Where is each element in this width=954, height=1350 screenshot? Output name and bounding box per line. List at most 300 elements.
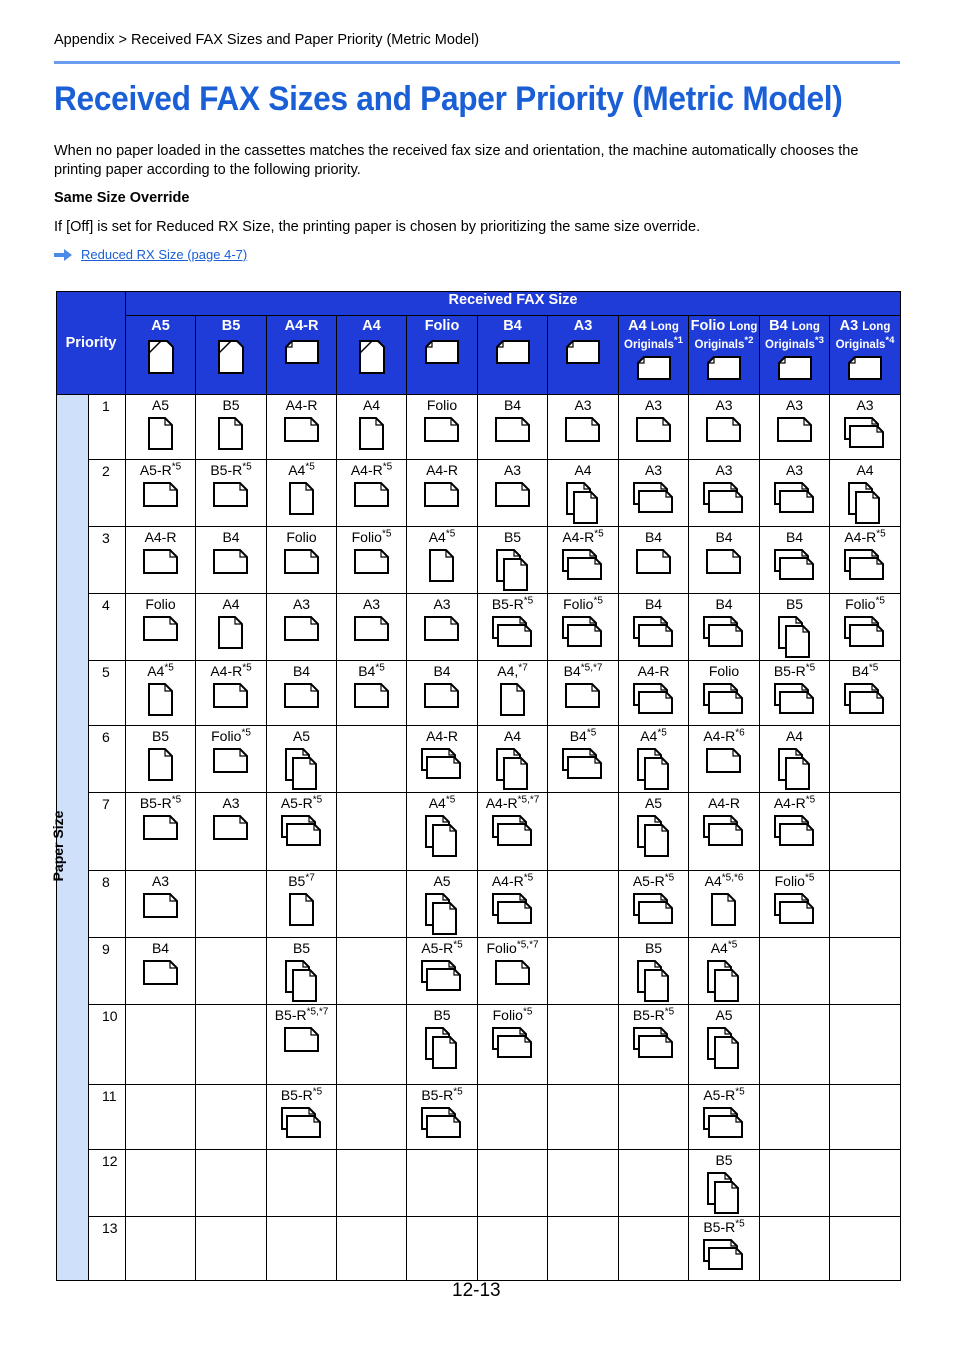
stacked-landscape-pages-icon — [703, 616, 745, 650]
stacked-portrait-pages-icon — [496, 748, 530, 792]
table-row — [57, 1085, 901, 1150]
stacked-landscape-pages-icon — [774, 482, 816, 516]
priority-table — [50, 291, 901, 1281]
paper-size-cell — [760, 1217, 830, 1281]
stacked-landscape-pages-icon — [281, 1107, 323, 1141]
paper-size-cell: B4 — [196, 527, 267, 594]
paper-size-cell — [126, 1005, 196, 1085]
paper-size-cell: A3 — [760, 460, 830, 527]
paper-size-cell: B4 — [267, 661, 337, 726]
landscape-page-icon — [213, 549, 249, 575]
paper-size-cell: A4$^{*5}$ — [619, 726, 689, 793]
fax-size-column-header: Folio Long Originals$^{*2}$ — [689, 316, 760, 395]
paper-size-cell: A4 — [760, 726, 830, 793]
priority-number: 9 — [89, 938, 126, 1005]
landscape-page-icon — [143, 549, 179, 575]
landscape-page-icon — [706, 748, 742, 774]
paper-size-cell — [619, 1085, 689, 1150]
paper-size-cell: Folio$^{*5}$ — [760, 871, 830, 938]
stacked-landscape-pages-icon — [633, 683, 675, 717]
paper-size-cell: B4 — [760, 527, 830, 594]
paper-size-cell — [196, 871, 267, 938]
paper-size-cell: Folio$^{*5}$ — [337, 527, 407, 594]
paper-size-cell: Folio — [407, 395, 478, 460]
priority-number: 3 — [89, 527, 126, 594]
paper-size-cell — [548, 1005, 619, 1085]
paper-size-cell — [548, 1150, 619, 1217]
paper-size-cell: A4$^{*5}$ — [126, 661, 196, 726]
paper-size-cell: A3 — [760, 395, 830, 460]
paper-size-cell: A3 — [478, 460, 548, 527]
paper-size-cell — [407, 1217, 478, 1281]
paper-size-cell: $B5-R^{*5,*7}$ — [267, 1005, 337, 1085]
paper-size-cell: $B5-R^{*5}$ — [478, 594, 548, 661]
paper-size-cell: A4-R — [619, 661, 689, 726]
reduced-rx-size-link[interactable]: Reduced RX Size (page 4-7) — [81, 247, 248, 262]
priority-number: 5 — [89, 661, 126, 726]
landscape-page-icon — [636, 355, 672, 381]
paper-size-cell: A4 — [830, 460, 901, 527]
priority-number: 1 — [89, 395, 126, 460]
portrait-page-icon — [711, 893, 737, 927]
paper-size-cell — [548, 793, 619, 871]
stacked-portrait-pages-icon — [637, 748, 671, 792]
paper-size-cell — [548, 871, 619, 938]
table-row — [57, 661, 901, 726]
fax-size-column-header: Folio — [407, 316, 478, 395]
paper-size-cell — [337, 726, 407, 793]
reference-link-row — [54, 247, 247, 262]
fax-size-column-header: A3 Long Originals$^{*4}$ — [830, 316, 901, 395]
landscape-page-icon — [354, 616, 390, 642]
stacked-landscape-pages-icon — [562, 549, 604, 583]
stacked-landscape-pages-icon — [562, 748, 604, 782]
paper-size-cell: B4 — [407, 661, 478, 726]
paper-size-cell: A3 — [196, 793, 267, 871]
landscape-page-icon — [565, 417, 601, 443]
paper-size-cell: B4$^{*5}$ — [830, 661, 901, 726]
paper-size-cell — [337, 1085, 407, 1150]
landscape-page-icon — [354, 482, 390, 508]
paper-size-cell: $A5-R^{*5}$ — [689, 1085, 760, 1150]
paper-size-cell: A3 — [619, 460, 689, 527]
landscape-page-icon — [354, 683, 390, 709]
paper-size-cell — [337, 793, 407, 871]
table-row — [57, 793, 901, 871]
paper-size-cell: B4 — [689, 594, 760, 661]
breadcrumb: Appendix > Received FAX Sizes and Paper Priority (Metric Model) — [54, 32, 480, 48]
landscape-page-icon — [706, 355, 742, 381]
intro-paragraph: When no paper loaded in the cassettes matches the received fax size and orientation, the machine automatically chooses the printing paper according to the following priority. — [54, 143, 859, 178]
paper-size-cell: A3 — [337, 594, 407, 661]
stacked-landscape-pages-icon — [633, 482, 675, 516]
landscape-page-icon — [495, 960, 531, 986]
landscape-page-icon — [213, 683, 249, 709]
stacked-portrait-pages-icon — [707, 1172, 741, 1216]
landscape-page-icon — [284, 417, 320, 443]
landscape-page-icon — [213, 482, 249, 508]
paper-size-cell: Folio$^{*5}$ — [830, 594, 901, 661]
paper-size-cell: $A5-R^{*5}$ — [126, 460, 196, 527]
stacked-landscape-pages-icon — [703, 1107, 745, 1141]
table-row — [57, 594, 901, 661]
stacked-landscape-pages-icon — [492, 1027, 534, 1061]
paper-size-cell — [478, 1150, 548, 1217]
portrait-page-icon — [429, 549, 455, 583]
paper-size-cell — [337, 871, 407, 938]
priority-number: 10 — [89, 1005, 126, 1085]
stacked-portrait-pages-icon — [637, 960, 671, 1004]
paper-size-cell: $A4-R^{*5}$ — [196, 661, 267, 726]
stacked-portrait-pages-icon — [848, 482, 882, 526]
fax-size-column-header: A4 Long Originals$^{*1}$ — [619, 316, 689, 395]
landscape-page-icon — [847, 355, 883, 381]
priority-number: 7 — [89, 793, 126, 871]
paper-size-cell: $A4-R^{*5}$ — [337, 460, 407, 527]
landscape-page-icon — [565, 339, 601, 365]
paper-size-cell: Folio$^{*5}$ — [196, 726, 267, 793]
landscape-page-icon — [284, 616, 320, 642]
table-row — [57, 938, 901, 1005]
paper-size-cell — [760, 1150, 830, 1217]
paper-size-cell: $A4-R^{*5}$ — [830, 527, 901, 594]
paper-size-cell: A4$^{*5}$ — [689, 938, 760, 1005]
fax-size-column-header: B4 — [478, 316, 548, 395]
stacked-landscape-pages-icon — [774, 815, 816, 849]
stacked-landscape-pages-icon — [703, 683, 745, 717]
paper-size-cell: $B5-R^{*5}$ — [619, 1005, 689, 1085]
fax-size-column-header: B5 — [196, 316, 267, 395]
portrait-page-icon — [148, 683, 174, 717]
paper-size-cell: Folio$^{*5,*7}$ — [478, 938, 548, 1005]
paper-size-cell: $B5-R^{*5}$ — [689, 1217, 760, 1281]
stacked-portrait-pages-icon — [285, 960, 319, 1004]
stacked-landscape-pages-icon — [774, 549, 816, 583]
landscape-page-icon — [636, 549, 672, 575]
received-fax-size-header: Received FAX Size — [126, 292, 901, 316]
paper-size-cell — [830, 726, 901, 793]
landscape-page-icon — [424, 417, 460, 443]
table-row — [57, 1150, 901, 1217]
paper-size-cell: $B4^{*5,*7}$ — [548, 661, 619, 726]
paper-size-cell: A5 — [267, 726, 337, 793]
portrait-page-icon — [359, 417, 385, 451]
stacked-landscape-pages-icon — [633, 1027, 675, 1061]
stacked-landscape-pages-icon — [633, 616, 675, 650]
paper-size-cell: B4 — [619, 594, 689, 661]
paper-size-cell — [478, 1217, 548, 1281]
paper-size-cell: B5 — [760, 594, 830, 661]
portrait-page-icon — [500, 683, 526, 717]
landscape-page-icon — [213, 748, 249, 774]
paper-size-cell: A3 — [126, 871, 196, 938]
stacked-portrait-pages-icon — [425, 1027, 459, 1071]
paper-size-cell — [196, 1005, 267, 1085]
paper-size-cell — [196, 1085, 267, 1150]
paper-size-cell: A5 — [126, 395, 196, 460]
stacked-landscape-pages-icon — [844, 549, 886, 583]
fax-size-column-header: B4 Long Originals$^{*3}$ — [760, 316, 830, 395]
stacked-landscape-pages-icon — [421, 748, 463, 782]
landscape-page-icon — [777, 417, 813, 443]
paper-size-cell: $A5-R^{*5}$ — [619, 871, 689, 938]
paper-size-cell: B5 — [619, 938, 689, 1005]
landscape-page-icon — [424, 482, 460, 508]
stacked-landscape-pages-icon — [703, 1239, 745, 1273]
stacked-portrait-pages-icon — [425, 815, 459, 859]
paper-size-cell — [830, 871, 901, 938]
paper-size-cell — [267, 1217, 337, 1281]
paper-size-cell: A4 — [548, 460, 619, 527]
landscape-page-icon — [636, 417, 672, 443]
paper-size-cell: B5$^{*7}$ — [267, 871, 337, 938]
paper-size-cell: A5 — [407, 871, 478, 938]
stacked-portrait-pages-icon — [778, 616, 812, 660]
paper-size-cell: A4$^{*5}$ — [407, 793, 478, 871]
paper-size-cell: A4$^{*5}$ — [407, 527, 478, 594]
fax-size-column-header: A4 — [337, 316, 407, 395]
paper-size-cell: Folio — [126, 594, 196, 661]
paper-size-cell — [196, 1217, 267, 1281]
paper-size-cell — [478, 1085, 548, 1150]
stacked-landscape-pages-icon — [703, 482, 745, 516]
paper-size-cell: A4$^{*5}$ — [267, 460, 337, 527]
table-row — [57, 1217, 901, 1281]
section-subheading: Same Size Override — [54, 190, 190, 206]
stacked-landscape-pages-icon — [562, 616, 604, 650]
stacked-landscape-pages-icon — [774, 683, 816, 717]
portrait-page-icon — [217, 339, 245, 375]
portrait-page-icon — [218, 417, 244, 451]
landscape-page-icon — [284, 683, 320, 709]
paper-size-cell: $A4-R^{*5}$ — [760, 793, 830, 871]
paper-size-cell: A3 — [407, 594, 478, 661]
paper-size-cell: $B5-R^{*5}$ — [760, 661, 830, 726]
table-row — [57, 527, 901, 594]
paper-size-cell: A4-R — [407, 726, 478, 793]
stacked-portrait-pages-icon — [778, 748, 812, 792]
paper-size-cell: A4 — [196, 594, 267, 661]
stacked-landscape-pages-icon — [774, 893, 816, 927]
landscape-page-icon — [213, 815, 249, 841]
paper-size-cell: Folio — [267, 527, 337, 594]
landscape-page-icon — [354, 549, 390, 575]
paper-size-cell — [196, 1150, 267, 1217]
table-row — [57, 460, 901, 527]
paper-size-cell: B4 — [126, 938, 196, 1005]
paper-size-cell: Folio — [689, 661, 760, 726]
paper-size-cell — [407, 1150, 478, 1217]
landscape-page-icon — [143, 616, 179, 642]
paper-size-cell: $B5-R^{*5}$ — [267, 1085, 337, 1150]
paper-size-cell: $B5-R^{*5}$ — [126, 793, 196, 871]
paper-size-cell: A4-R — [407, 460, 478, 527]
paper-size-cell: B5 — [478, 527, 548, 594]
stacked-portrait-pages-icon — [707, 960, 741, 1004]
paper-size-cell — [126, 1085, 196, 1150]
paper-size-cell: A4,$^{*7}$ — [478, 661, 548, 726]
paper-size-cell — [548, 1217, 619, 1281]
paper-size-cell — [196, 938, 267, 1005]
paper-size-cell — [126, 1150, 196, 1217]
paper-size-cell — [337, 1150, 407, 1217]
paper-size-cell: A4 — [478, 726, 548, 793]
landscape-page-icon — [143, 960, 179, 986]
stacked-landscape-pages-icon — [633, 893, 675, 927]
stacked-landscape-pages-icon — [281, 815, 323, 849]
paper-size-cell: $B5-R^{*5}$ — [196, 460, 267, 527]
paper-size-cell: A3 — [689, 460, 760, 527]
stacked-landscape-pages-icon — [421, 1107, 463, 1141]
portrait-page-icon — [289, 482, 315, 516]
stacked-portrait-pages-icon — [707, 1027, 741, 1071]
paper-size-cell: A5 — [689, 1005, 760, 1085]
paper-size-cell: A3 — [830, 395, 901, 460]
paper-size-cell: $A5-R^{*5}$ — [407, 938, 478, 1005]
landscape-page-icon — [143, 893, 179, 919]
table-row — [57, 726, 901, 793]
paper-size-cell: $A4-R^{*6}$ — [689, 726, 760, 793]
landscape-page-icon — [424, 339, 460, 365]
stacked-landscape-pages-icon — [703, 815, 745, 849]
priority-number: 11 — [89, 1085, 126, 1150]
landscape-page-icon — [424, 616, 460, 642]
paper-size-cell — [337, 1005, 407, 1085]
priority-number: 13 — [89, 1217, 126, 1281]
landscape-page-icon — [495, 417, 531, 443]
landscape-page-icon — [424, 683, 460, 709]
stacked-landscape-pages-icon — [421, 960, 463, 994]
paper-size-cell: A5 — [619, 793, 689, 871]
paper-size-cell: B5 — [126, 726, 196, 793]
paper-size-cell — [830, 1150, 901, 1217]
paper-size-cell — [337, 1217, 407, 1281]
paper-size-cell — [830, 793, 901, 871]
landscape-page-icon — [143, 815, 179, 841]
table-row — [57, 1005, 901, 1085]
stacked-portrait-pages-icon — [496, 549, 530, 593]
stacked-landscape-pages-icon — [844, 616, 886, 650]
paper-size-cell: A3 — [548, 395, 619, 460]
priority-number: 8 — [89, 871, 126, 938]
paper-size-cell — [830, 1217, 901, 1281]
landscape-page-icon — [495, 482, 531, 508]
portrait-page-icon — [148, 748, 174, 782]
stacked-portrait-pages-icon — [566, 482, 600, 526]
landscape-page-icon — [284, 1027, 320, 1053]
paper-size-cell: A4-R — [689, 793, 760, 871]
paper-size-cell — [830, 938, 901, 1005]
paper-size-cell: B5 — [689, 1150, 760, 1217]
paper-size-cell: B4 — [478, 395, 548, 460]
paper-size-cell: $A4-R^{*5,*7}$ — [478, 793, 548, 871]
priority-header: Priority — [57, 292, 126, 395]
paper-size-cell — [126, 1217, 196, 1281]
table-row — [57, 395, 901, 460]
paper-size-cell: Folio$^{*5}$ — [478, 1005, 548, 1085]
paper-size-cell: $A4-R^{*5}$ — [478, 871, 548, 938]
portrait-page-icon — [218, 616, 244, 650]
paper-size-header: Paper Size — [57, 395, 89, 1281]
paper-size-cell: $B5-R^{*5}$ — [407, 1085, 478, 1150]
landscape-page-icon — [495, 339, 531, 365]
paper-size-cell — [619, 1217, 689, 1281]
paper-size-cell: A4-R — [267, 395, 337, 460]
stacked-landscape-pages-icon — [492, 893, 534, 927]
stacked-portrait-pages-icon — [637, 815, 671, 859]
paper-size-cell: A3 — [689, 395, 760, 460]
landscape-page-icon — [143, 482, 179, 508]
portrait-page-icon — [147, 339, 175, 375]
fax-size-column-header: A5 — [126, 316, 196, 395]
paper-size-cell — [619, 1150, 689, 1217]
fax-size-column-header: A4-R — [267, 316, 337, 395]
paper-size-cell: A4 — [337, 395, 407, 460]
priority-number: 6 — [89, 726, 126, 793]
override-paragraph: If [Off] is set for Reduced RX Size, the printing paper is chosen by prioritizing the same size override. — [54, 219, 701, 235]
paper-size-cell — [760, 1005, 830, 1085]
paper-size-cell: B5 — [196, 395, 267, 460]
paper-size-cell: $A5-R^{*5}$ — [267, 793, 337, 871]
paper-size-cell: Folio$^{*5}$ — [548, 594, 619, 661]
paper-size-cell: $A4^{*5,*6}$ — [689, 871, 760, 938]
landscape-page-icon — [565, 683, 601, 709]
stacked-landscape-pages-icon — [844, 683, 886, 717]
landscape-page-icon — [284, 339, 320, 365]
paper-size-cell — [760, 1085, 830, 1150]
paper-size-cell: B5 — [267, 938, 337, 1005]
paper-size-cell: A4-R — [126, 527, 196, 594]
portrait-page-icon — [148, 417, 174, 451]
fax-size-column-header: A3 — [548, 316, 619, 395]
header-rule — [54, 61, 900, 64]
paper-size-cell — [548, 938, 619, 1005]
landscape-page-icon — [777, 355, 813, 381]
paper-size-cell: B4 — [689, 527, 760, 594]
landscape-page-icon — [706, 549, 742, 575]
paper-size-cell: A3 — [267, 594, 337, 661]
stacked-landscape-pages-icon — [492, 616, 534, 650]
stacked-landscape-pages-icon — [492, 815, 534, 849]
paper-size-cell: B4$^{*5}$ — [337, 661, 407, 726]
priority-number: 4 — [89, 594, 126, 661]
stacked-landscape-pages-icon — [844, 417, 886, 451]
page-number: 12-13 — [452, 1280, 501, 1301]
portrait-page-icon — [289, 893, 315, 927]
paper-size-cell — [548, 1085, 619, 1150]
table-row — [57, 871, 901, 938]
landscape-page-icon — [284, 549, 320, 575]
landscape-page-icon — [706, 417, 742, 443]
paper-size-cell — [830, 1005, 901, 1085]
arrow-right-icon — [54, 249, 72, 261]
paper-size-cell — [337, 938, 407, 1005]
paper-size-cell — [267, 1150, 337, 1217]
priority-number: 12 — [89, 1150, 126, 1217]
paper-size-cell: $A4-R^{*5}$ — [548, 527, 619, 594]
portrait-page-icon — [358, 339, 386, 375]
paper-size-cell — [830, 1085, 901, 1150]
paper-size-cell: B4 — [619, 527, 689, 594]
paper-size-cell — [760, 938, 830, 1005]
paper-size-cell: B4$^{*5}$ — [548, 726, 619, 793]
paper-size-cell: A3 — [619, 395, 689, 460]
stacked-portrait-pages-icon — [285, 748, 319, 792]
priority-number: 2 — [89, 460, 126, 527]
stacked-portrait-pages-icon — [425, 893, 459, 937]
paper-size-cell: B5 — [407, 1005, 478, 1085]
page-title: Received FAX Sizes and Paper Priority (Metric Model) — [54, 80, 843, 118]
